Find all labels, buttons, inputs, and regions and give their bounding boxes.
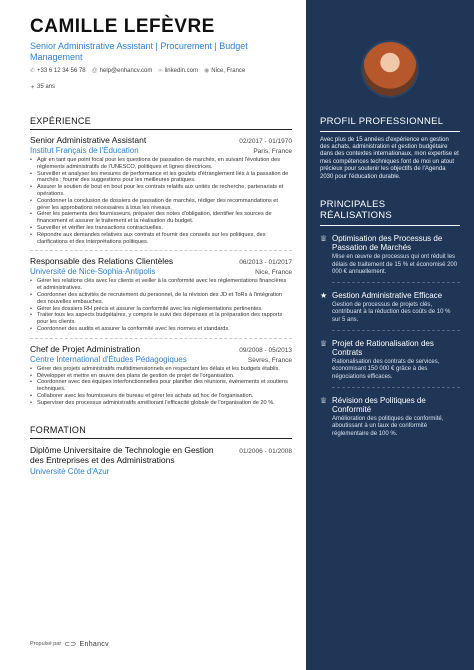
footer-brand[interactable] bbox=[30, 640, 109, 648]
job-bullet: • Coordonner avec des équipes interfonctionnelles pour planifier des réunions, événements et soutiens techniques. bbox=[30, 379, 292, 393]
job-bullet: • Gérer des projets administratifs multidimensionnels en respectant les délais et les budgets établis. bbox=[30, 366, 292, 373]
trophy-icon: ♕ bbox=[320, 233, 328, 243]
achievement-item bbox=[320, 291, 460, 324]
location-pin-icon: ◉ bbox=[204, 68, 210, 74]
job-title: Senior Administrative Assistant bbox=[30, 135, 147, 145]
job-bullet: • Surveiller et vérifier les transactions contractuelles. bbox=[30, 225, 292, 232]
job-bullet: • Coordonner la conclusion de dossiers de passation de marchés, rédiger des recommandations et gérer les approbations nécessaires à tous les niveaux. bbox=[30, 198, 292, 212]
achievement-title: Gestion Administrative Efficace bbox=[332, 290, 443, 300]
powered-by-label: Propulsé par bbox=[30, 641, 62, 647]
achievement-title: Révision des Politiques de Conformité bbox=[332, 395, 426, 414]
link-icon: ∞ bbox=[158, 68, 163, 74]
achievement-desc: Rationalisation des contrats de services, économisant 150 000 € grâce à des négociations efficaces. bbox=[332, 359, 440, 380]
achievement-divider bbox=[332, 282, 460, 283]
profile-photo bbox=[361, 40, 419, 98]
phone-icon: ✆ bbox=[30, 68, 36, 74]
education-section-title: FORMATION bbox=[30, 425, 292, 439]
headline: Senior Administrative Assistant | Procurement | Budget Management bbox=[30, 41, 248, 62]
job-organization: Centre International d'Études Pédagogiques bbox=[30, 354, 187, 364]
job-dates: 02/2017 - 01/1970 bbox=[239, 138, 292, 145]
at-icon: @ bbox=[91, 68, 98, 74]
job-bullet: • Superviser des processus administratifs améliorant l'efficacité globale de l'organisation de 20 %. bbox=[30, 400, 292, 407]
job-location: Nice, France bbox=[255, 269, 292, 277]
job-organization: Université de Nice-Sophia-Antipolis bbox=[30, 267, 156, 277]
job-title: Responsable des Relations Clientèles bbox=[30, 256, 174, 267]
section-divider bbox=[30, 338, 292, 339]
achievement-desc: Gestion de processus de projets clés, contribuant à la réduction des coûts de 10 % sur 5 ans. bbox=[332, 302, 451, 323]
contact-email[interactable] bbox=[92, 67, 153, 76]
job-entry bbox=[30, 344, 292, 407]
profile-summary: Avec plus de 15 années d'expérience en gestion des achats, administration et gestion budgétaire dans des contextes internationaux, mon expertise et mes compétences techniques font de moi un atout précieux pour soutenir les objectifs de l'Agenda 2030 pour l'éducation durable. bbox=[320, 136, 459, 180]
job-bullets bbox=[30, 278, 292, 332]
job-bullet: • Traiter tous les aspects budgétaires, y compris le suivi des dépenses et la préparation des rapports pour les clients. bbox=[30, 312, 292, 326]
location-text: Nice, France bbox=[211, 68, 246, 74]
email-text: help@enhancv.com bbox=[99, 68, 153, 74]
job-bullet: • Gérer les relations clés avec les clients et veiller à la conformité avec les réglementations financières et administratives. bbox=[30, 278, 292, 292]
section-divider bbox=[30, 250, 292, 251]
job-location: Sèvres, France bbox=[247, 356, 292, 364]
achievement-item bbox=[320, 339, 460, 381]
job-entry bbox=[30, 135, 292, 251]
phone-text: +33 6 12 34 56 78 bbox=[37, 68, 86, 74]
job-title: Chef de Projet Administration bbox=[30, 343, 141, 354]
job-location: Paris, France bbox=[253, 148, 292, 155]
education-dates: 01/2006 - 01/2008 bbox=[239, 447, 292, 455]
achievement-title: Projet de Rationalisation des Contrats bbox=[332, 338, 434, 357]
job-bullet: • Coordonner des audits et assurer la conformité avec les normes et standards. bbox=[30, 326, 292, 333]
achievement-divider bbox=[332, 387, 460, 388]
star-icon: ★ bbox=[320, 290, 328, 300]
sidebar-column bbox=[306, 0, 474, 670]
degree-title: Diplôme Universitaire de Technologie en Gestion des Entreprises et des Administrations bbox=[30, 444, 214, 466]
job-dates: 06/2013 - 01/2017 bbox=[239, 259, 292, 267]
school-name: Université Côte d'Azur bbox=[30, 466, 110, 476]
contact-phone[interactable] bbox=[30, 67, 86, 76]
star-icon: ✦ bbox=[30, 85, 36, 91]
job-bullets bbox=[30, 366, 292, 407]
linkedin-text: linkedin.com bbox=[164, 68, 198, 74]
brand-name: Enhancv bbox=[79, 640, 109, 648]
achievement-item bbox=[320, 396, 460, 438]
trophy-icon: ♕ bbox=[320, 338, 328, 348]
enhancv-logo-icon: ⊂⊃ bbox=[64, 641, 77, 648]
experience-section-title: EXPÉRIENCE bbox=[30, 116, 292, 130]
achievement-title: Optimisation des Processus de Passation de Marchés bbox=[332, 233, 443, 253]
achievement-desc: Amélioration des politiques de conformité, aboutissant à un taux de conformité réglementaire de 100 %. bbox=[332, 416, 444, 437]
job-bullet: • Coordonner des activités de recrutement du personnel, de la révision des JD et ToRs à l'intégration des nouvelles embauches. bbox=[30, 292, 292, 306]
achievements-section-title: PRINCIPALES RÉALISATIONS bbox=[320, 199, 460, 226]
achievement-item bbox=[320, 234, 460, 276]
contact-row bbox=[30, 67, 292, 76]
job-entry bbox=[30, 256, 292, 338]
job-bullet: • Gérer les paiements des fournisseurs, préparer des notes d'obligation, identifier les sources de financement et assurer le traitement et la réalisation du budget. bbox=[30, 211, 292, 225]
job-bullet: • Agir en tant que point focal pour les questions de passation de marchés, en suivant l'évolution des règlements administratifs de l'UNESCO, politiques et lignes directrices. bbox=[30, 157, 292, 171]
job-organization: Institut Français de l'Éducation bbox=[30, 146, 139, 155]
education-entry bbox=[30, 445, 292, 476]
job-bullet: • Assurer le soutien de bout en bout pour les contrats relatifs aux unités de recherche, partenariats et opérations. bbox=[30, 184, 292, 198]
job-bullet: • Surveiller et analyser les mesures de performance et les goulets d'étranglement liés à la passation de marchés ; fournir des suggestions pour les meilleures pratiques. bbox=[30, 171, 292, 185]
job-bullets bbox=[30, 157, 292, 245]
achievement-desc: Mise en œuvre de processus qui ont réduit les délais de traitement de 15 % et économisé 200 000 € annuellement. bbox=[332, 254, 458, 275]
contact-age bbox=[30, 84, 55, 91]
job-dates: 09/2008 - 05/2013 bbox=[239, 346, 292, 354]
candidate-name: CAMILLE LEFÈVRE bbox=[30, 16, 215, 37]
contact-linkedin[interactable] bbox=[158, 67, 198, 76]
age-text: 35 ans bbox=[37, 84, 56, 90]
job-bullet: • Gérer les dossiers RH précis et assurer la conformité avec les réglementations pertinentes. bbox=[30, 306, 292, 313]
achievement-divider bbox=[332, 330, 460, 331]
contact-location bbox=[204, 67, 245, 76]
profile-section-title: PROFIL PROFESSIONNEL bbox=[320, 116, 460, 132]
job-bullet: • Répondre aux demandes relatives aux contrats et fournir des conseils sur les politiques, des clarifications et des interprétations politiques. bbox=[30, 232, 292, 246]
trophy-icon: ♕ bbox=[320, 395, 328, 405]
job-bullet: • Développer et mettre en œuvre des plans de gestion de projet de l'organisation. bbox=[30, 373, 292, 380]
job-bullet: • Collaborer avec les fournisseurs de bureau et gérer les achats ad hoc de l'organisation. bbox=[30, 393, 292, 400]
